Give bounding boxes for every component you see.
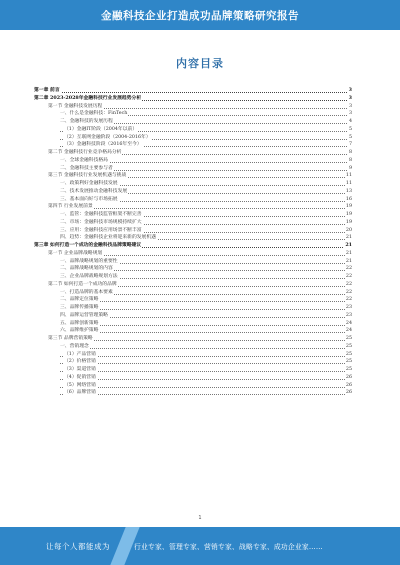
toc-entry[interactable] <box>34 312 352 320</box>
toc-entry-page: 26 <box>345 382 352 388</box>
toc-entry[interactable] <box>34 258 352 266</box>
toc-entry-page: 3 <box>348 87 352 93</box>
toc-entry-label: 二、品牌战略规划的内容 <box>60 266 113 272</box>
toc-entry-page: 11 <box>345 181 352 186</box>
toc-entry-page: 23 <box>345 305 352 310</box>
toc-entry-label: 一、品牌战略规划的重要性 <box>60 258 118 264</box>
toc-entry[interactable] <box>34 358 352 366</box>
toc-entry-page: 3 <box>348 103 352 109</box>
toc-entry-label: （6）品牌营销 <box>64 390 96 396</box>
toc-leader-dots <box>60 356 347 357</box>
toc-entry[interactable] <box>34 203 352 211</box>
toc-entry[interactable] <box>34 188 352 196</box>
toc-entry-page: 22 <box>345 289 352 295</box>
toc-leader-dots <box>60 301 347 302</box>
toc-entry-label: （1）产品营销 <box>64 351 96 357</box>
toc-entry-label: 一、打造品牌的基本要素 <box>60 289 113 295</box>
toc-entry-label: 第一节 金融科技发展历程 <box>48 103 103 109</box>
toc-entry[interactable] <box>34 351 352 359</box>
toc-entry-label: 四、品牌运营管理策略 <box>60 312 108 318</box>
toc-entry-label: 第二节 金融科技行业竞争格局分析 <box>48 150 122 155</box>
toc-entry[interactable] <box>34 141 352 149</box>
toc-leader-dots <box>34 92 347 93</box>
toc-entry[interactable] <box>34 289 352 297</box>
toc-entry-page: 21 <box>345 250 352 256</box>
toc-entry-page: 4 <box>348 119 352 124</box>
toc-entry-page: 13 <box>345 188 352 194</box>
toc-entry[interactable] <box>34 87 352 95</box>
toc-entry-label: 第四节 行业发展前景 <box>48 204 93 210</box>
toc-leader-dots <box>60 332 347 333</box>
toc-entry-label: 二、技术发展推动金融科技发展 <box>60 188 128 194</box>
toc-entry[interactable] <box>34 149 352 157</box>
toc-entry-page: 25 <box>345 336 352 341</box>
toc-entry-label: 一、全球金融科技格局 <box>60 157 108 163</box>
toc-entry-page: 25 <box>345 343 352 349</box>
toc-entry[interactable] <box>34 320 352 328</box>
footer-bar <box>0 527 400 565</box>
toc-entry-page: 21 <box>345 258 352 264</box>
toc-entry[interactable] <box>34 219 352 227</box>
toc-entry-label: （1）金融IT阶段（2004年以前） <box>64 126 138 132</box>
toc-entry-label: （3）渠道营销 <box>64 367 96 372</box>
toc-entry-page: 25 <box>345 359 352 365</box>
toc-entry-page: 16 <box>345 196 352 202</box>
toc-entry[interactable] <box>34 196 352 204</box>
toc-entry[interactable] <box>34 234 352 242</box>
page-number: 1 <box>198 515 202 521</box>
toc-entry[interactable] <box>34 211 352 219</box>
toc-entry[interactable] <box>34 250 352 258</box>
toc-entry-page: 3 <box>348 111 352 117</box>
toc-entry-label: 六、品牌维护策略 <box>60 328 99 334</box>
toc-leader-dots <box>60 371 347 372</box>
toc-leader-dots <box>60 394 347 395</box>
toc-entry-label: 第三章 如何打造一个成功的金融科技品牌策略建议 <box>34 242 142 248</box>
toc-entry-page: 20 <box>345 227 352 233</box>
toc-entry-label: 一、什么是金融科技：FinTech <box>60 111 128 117</box>
toc-entry[interactable] <box>34 103 352 111</box>
toc-entry[interactable] <box>34 382 352 390</box>
toc-entry-label: 二、市场：金融科技市场规模持续扩大 <box>60 219 142 225</box>
toc-entry-page: 23 <box>345 312 352 318</box>
toc-entry-page: 22 <box>345 297 352 303</box>
toc-entry-label: 三、企业品牌战略规划方法 <box>60 274 118 279</box>
toc-entry-label: 三、应用：金融科技应用场景不断丰富 <box>60 227 142 233</box>
toc-entry[interactable] <box>34 389 352 397</box>
toc-entry-page: 25 <box>345 367 352 372</box>
toc-entry-page: 8 <box>348 150 352 155</box>
toc-entry-page: 22 <box>345 281 352 287</box>
toc-entry-label: （2）价格营销 <box>64 359 96 365</box>
toc-entry-label: 第一节 企业品牌战略规划 <box>48 250 103 256</box>
toc-entry-label: 二、品牌定位策略 <box>60 297 99 303</box>
toc-entry-label: 一、监管：金融科技监管框架不断完善 <box>60 212 142 217</box>
toc-entry-page: 11 <box>345 173 352 179</box>
toc-leader-dots <box>60 348 347 349</box>
footer-tagline: 行业专家、管理专家、营销专家、战略专家、成功企业家…… <box>134 543 323 551</box>
toc-leader-dots <box>60 387 347 388</box>
toc-entry-page: 24 <box>345 328 352 334</box>
toc-entry[interactable] <box>34 374 352 382</box>
toc-entry-page: 5 <box>348 126 352 132</box>
toc-entry[interactable] <box>34 118 352 126</box>
header-bar <box>0 0 400 30</box>
toc-entry-label: 第二节 如何打造一个成功的品牌 <box>48 281 117 287</box>
toc-leader-dots <box>60 379 347 380</box>
toc-entry-label: 五、品牌创新策略 <box>60 320 99 326</box>
toc-heading: 内容目录 <box>176 57 224 70</box>
toc-entry-label: （2）互联网金融阶段（2004-2016年） <box>64 134 151 140</box>
toc-entry-page: 22 <box>345 274 352 279</box>
toc-entry-page: 24 <box>345 320 352 326</box>
toc-entry-label: 三、品牌传播策略 <box>60 305 99 310</box>
toc-entry-label: 第三节 品牌营销策略 <box>48 336 93 341</box>
toc-entry[interactable] <box>34 366 352 374</box>
toc-entry-page: 26 <box>345 374 352 380</box>
toc-entry-page: 9 <box>348 165 352 171</box>
toc-entry-label: （5）网络营销 <box>64 382 96 388</box>
toc-entry-page: 22 <box>345 266 352 272</box>
toc-entry[interactable] <box>34 296 352 304</box>
toc-entry-page: 19 <box>345 204 352 210</box>
toc-entry[interactable] <box>34 327 352 335</box>
toc-entry-label: （3）金融科技阶段（2016年至今） <box>64 142 142 148</box>
toc-entry[interactable] <box>34 265 352 273</box>
toc-entry-page: 3 <box>348 94 352 101</box>
toc-entry-label: （4）促销营销 <box>64 374 96 380</box>
toc-entry[interactable] <box>34 343 352 351</box>
toc-entry-label: 第一章 前言 <box>34 87 60 93</box>
toc-entry-page: 25 <box>345 351 352 357</box>
toc-entry[interactable] <box>34 95 352 103</box>
toc-entry[interactable] <box>34 126 352 134</box>
toc-entry-page: 8 <box>348 157 352 163</box>
toc-entry-label: 三、基本面向好与市场拓展 <box>60 196 118 202</box>
toc-entry[interactable] <box>34 227 352 235</box>
toc-entry-label: 第二章 2023-2028年金融科技行业发展趋势分析 <box>34 94 142 101</box>
toc-entry-label: 二、金融科技主要参与者 <box>60 165 113 171</box>
toc-entry-page: 19 <box>345 212 352 217</box>
toc-entry-label: 一、政策利好金融科技发展 <box>60 181 118 186</box>
toc-entry[interactable] <box>34 134 352 142</box>
toc-entry-page: 7 <box>348 142 352 148</box>
toc-entry[interactable] <box>34 172 352 180</box>
toc-entry[interactable] <box>34 335 352 343</box>
toc-leader-dots <box>60 325 347 326</box>
toc-entry-label: 第三节 金融科技行业发展机遇与挑战 <box>48 173 127 179</box>
table-of-contents <box>34 87 352 397</box>
toc-entry[interactable] <box>34 304 352 312</box>
toc-entry-page: 26 <box>345 390 352 396</box>
footer-slogan: 让每个人都能成为 <box>46 542 110 551</box>
toc-entry[interactable] <box>34 110 352 118</box>
toc-entry-label: 二、金融科技的发展历程 <box>60 119 113 124</box>
toc-entry[interactable] <box>34 165 352 173</box>
toc-entry-label: 一、营销理念 <box>60 343 89 349</box>
toc-entry[interactable] <box>34 281 352 289</box>
toc-entry[interactable] <box>34 180 352 188</box>
toc-entry[interactable] <box>34 273 352 281</box>
toc-leader-dots <box>60 309 347 310</box>
toc-entry-page: 19 <box>345 219 352 225</box>
toc-leader-dots <box>60 363 347 364</box>
toc-entry-page: 21 <box>345 235 352 241</box>
report-title: 金融科技企业打造成功品牌策略研究报告 <box>101 10 299 22</box>
toc-entry-label: 四、趋势：金融科技企业将迎来新的发展机遇 <box>60 235 156 241</box>
toc-entry-page: 5 <box>348 134 352 140</box>
toc-entry[interactable] <box>34 157 352 165</box>
toc-entry[interactable] <box>34 242 352 250</box>
toc-entry-page: 21 <box>345 242 352 248</box>
